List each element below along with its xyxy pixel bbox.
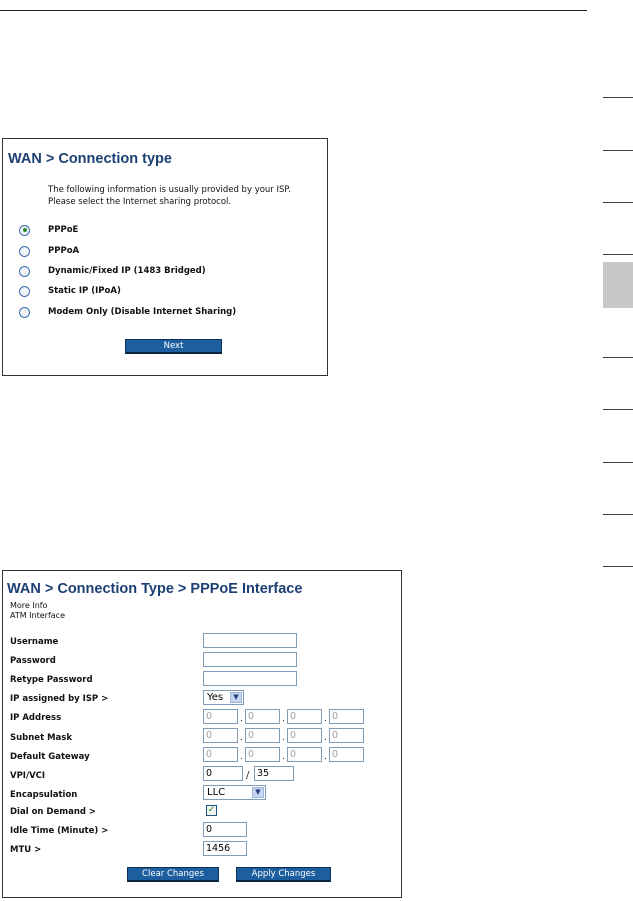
octet-separator: . <box>282 714 285 724</box>
octet-separator: . <box>282 752 285 762</box>
clear-changes-button[interactable]: Clear Changes <box>127 867 219 882</box>
encapsulation-label: Encapsulation <box>10 790 78 800</box>
ip-assigned-label: IP assigned by ISP > <box>10 694 109 704</box>
subnet-mask-octet-3[interactable]: 0 <box>287 728 322 743</box>
side-index-tab <box>603 357 633 358</box>
username-input[interactable] <box>203 633 297 648</box>
side-index-tab <box>603 202 633 203</box>
dial-on-demand-label: Dial on Demand > <box>10 807 97 817</box>
next-button[interactable]: Next <box>125 339 222 354</box>
side-index-tab <box>603 566 633 567</box>
default-gateway-label: Default Gateway <box>10 752 90 762</box>
mtu-input[interactable]: 1456 <box>203 841 247 856</box>
pppoe-interface-panel <box>2 570 402 898</box>
octet-separator: . <box>282 733 285 743</box>
radio-label: Modem Only (Disable Internet Sharing) <box>48 307 237 317</box>
description-text: Please select the Internet sharing protocol. <box>48 197 232 207</box>
default-gateway-octet-4[interactable]: 0 <box>329 747 364 762</box>
octet-separator: . <box>324 752 327 762</box>
radio-label: Static IP (IPoA) <box>48 286 121 296</box>
octet-separator: . <box>240 752 243 762</box>
octet-separator: . <box>324 714 327 724</box>
radio-option-pppoe[interactable] <box>19 223 78 237</box>
vci-input[interactable]: 35 <box>254 766 294 781</box>
vpi-vci-separator: / <box>246 770 250 781</box>
vpi-vci-label: VPI/VCI <box>10 771 46 781</box>
octet-separator: . <box>240 733 243 743</box>
subnet-mask-label: Subnet Mask <box>10 733 73 743</box>
radio-label: Dynamic/Fixed IP (1483 Bridged) <box>48 266 206 276</box>
description-text: The following information is usually provided by your ISP. <box>48 185 291 195</box>
default-gateway-octet-1[interactable]: 0 <box>203 747 238 762</box>
side-index-tab <box>603 409 633 410</box>
side-index-tab <box>603 462 633 463</box>
octet-separator: . <box>324 733 327 743</box>
idle-time-input[interactable]: 0 <box>203 822 247 837</box>
more-info-link[interactable]: More Info <box>10 601 48 610</box>
ip-address-label: IP Address <box>10 713 62 723</box>
ip-address-octet-4[interactable]: 0 <box>329 709 364 724</box>
radio-option-pppoa[interactable] <box>19 244 79 258</box>
encapsulation-select[interactable] <box>203 785 266 800</box>
radio-button[interactable] <box>19 225 30 236</box>
octet-separator: . <box>240 714 243 724</box>
radio-button[interactable] <box>19 307 30 318</box>
retype-password-label: Retype Password <box>10 675 93 685</box>
default-gateway-octet-3[interactable]: 0 <box>287 747 322 762</box>
radio-button[interactable] <box>19 286 30 297</box>
connection-type-panel <box>2 138 328 376</box>
idle-time-label: Idle Time (Minute) > <box>10 826 109 836</box>
radio-label: PPPoE <box>48 225 79 235</box>
subnet-mask-octet-2[interactable]: 0 <box>245 728 280 743</box>
apply-changes-button[interactable]: Apply Changes <box>236 867 331 882</box>
side-index-tab <box>603 514 633 515</box>
radio-button[interactable] <box>19 266 30 277</box>
side-index-tab <box>603 97 633 98</box>
ip-assigned-select[interactable] <box>203 690 244 705</box>
ip-address-octet-1[interactable]: 0 <box>203 709 238 724</box>
side-index-tab <box>603 254 633 255</box>
radio-label: PPPoA <box>48 246 80 256</box>
side-index-tab-active <box>603 262 633 308</box>
ip-address-octet-2[interactable]: 0 <box>245 709 280 724</box>
password-input[interactable] <box>203 652 297 667</box>
checkmark-icon: ✓ <box>207 805 216 815</box>
mtu-label: MTU > <box>10 845 42 855</box>
username-label: Username <box>10 637 59 647</box>
radio-option-dynamic-fixed-ip[interactable] <box>19 264 206 278</box>
radio-option-static-ip[interactable] <box>19 284 121 298</box>
chevron-down-icon[interactable]: ▼ <box>230 692 242 703</box>
ip-address-octet-3[interactable]: 0 <box>287 709 322 724</box>
subnet-mask-octet-1[interactable]: 0 <box>203 728 238 743</box>
page-top-rule <box>0 10 587 11</box>
password-label: Password <box>10 656 56 666</box>
page-title: WAN > Connection type <box>8 151 172 167</box>
ip-assigned-value: Yes <box>207 692 224 703</box>
vpi-input[interactable]: 0 <box>203 766 243 781</box>
retype-password-input[interactable] <box>203 671 297 686</box>
subnet-mask-octet-4[interactable]: 0 <box>329 728 364 743</box>
chevron-down-icon[interactable]: ▼ <box>252 787 264 798</box>
radio-button[interactable] <box>19 246 30 257</box>
side-index-tab <box>603 150 633 151</box>
radio-option-modem-only[interactable] <box>19 305 236 319</box>
encapsulation-value: LLC <box>207 787 226 798</box>
dial-on-demand-checkbox[interactable] <box>206 805 217 816</box>
default-gateway-octet-2[interactable]: 0 <box>245 747 280 762</box>
atm-interface-text: ATM Interface <box>10 611 65 620</box>
page-title: WAN > Connection Type > PPPoE Interface <box>7 581 303 597</box>
